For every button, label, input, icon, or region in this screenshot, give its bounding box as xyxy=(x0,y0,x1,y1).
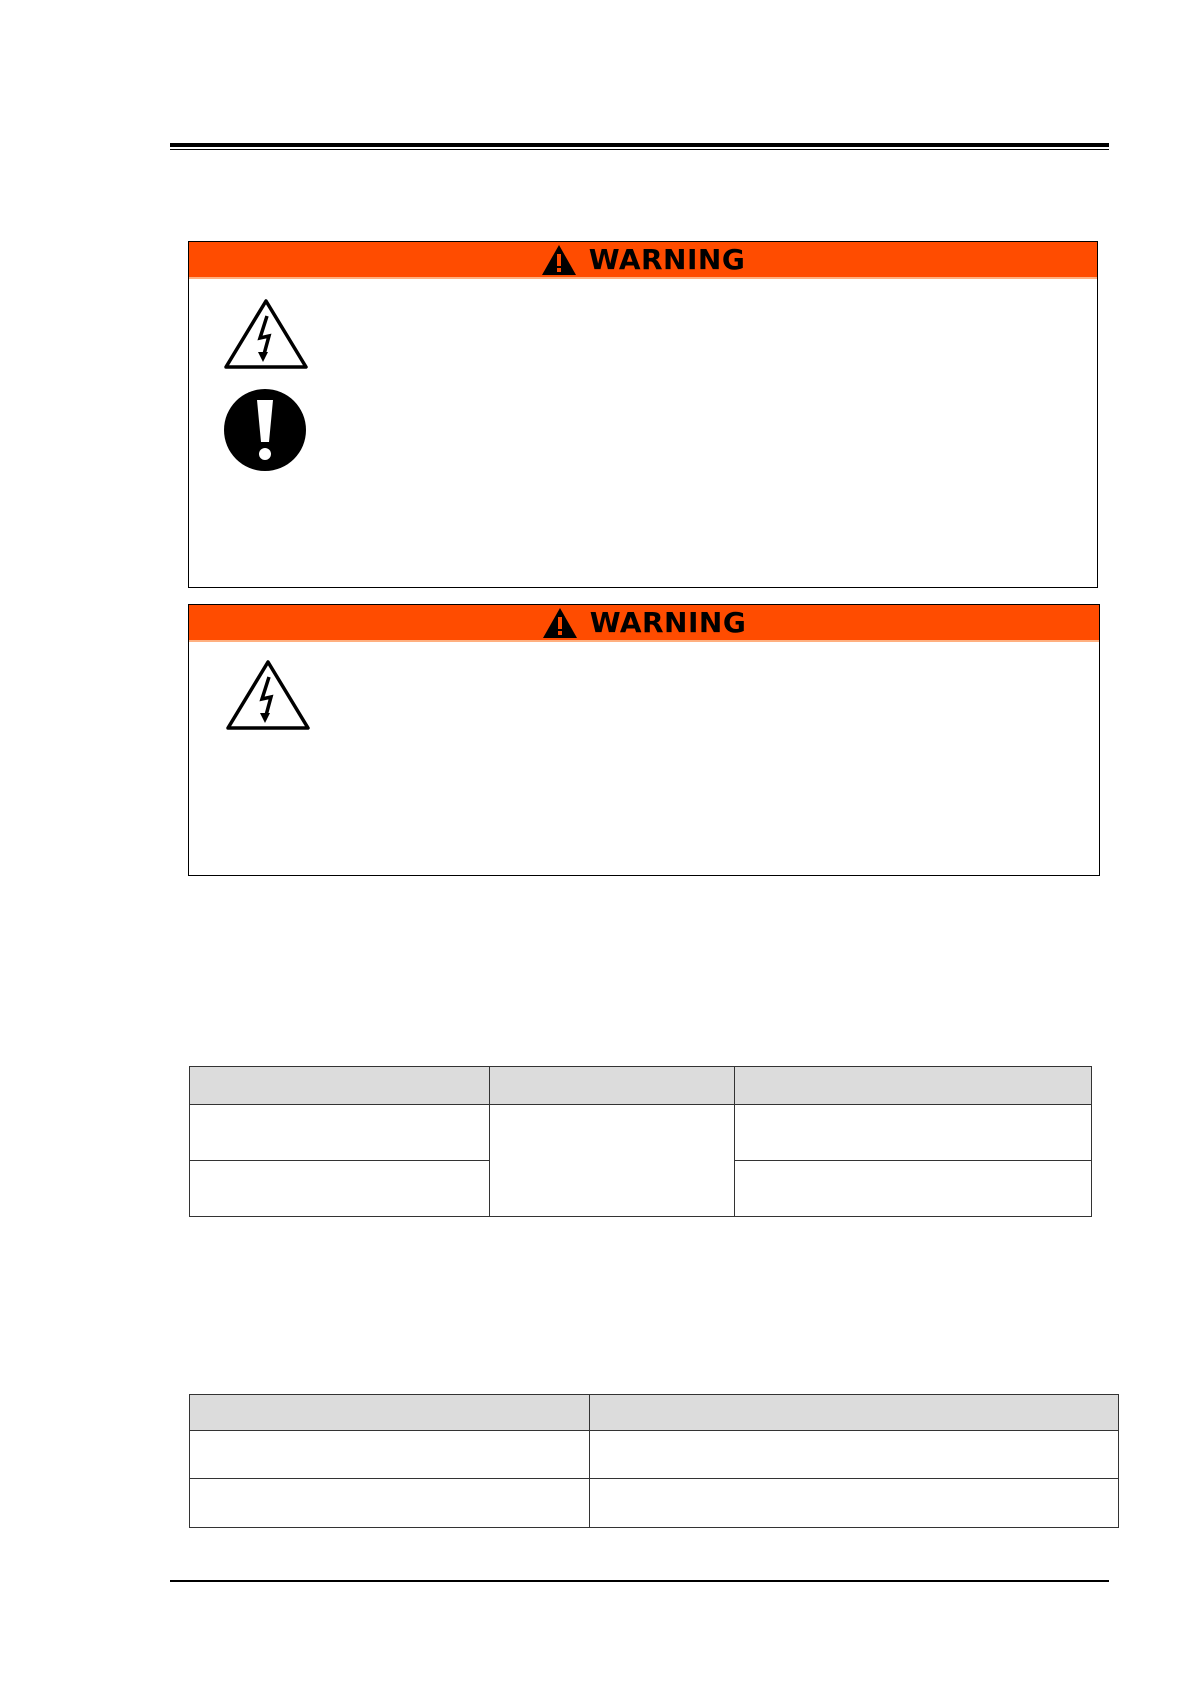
table-row xyxy=(190,1431,1119,1479)
table-header-row xyxy=(190,1395,1119,1431)
table-header-cell xyxy=(589,1395,1118,1431)
table-cell xyxy=(190,1431,590,1479)
header-rule xyxy=(170,143,1109,150)
warning-header xyxy=(189,242,1097,279)
table-cell xyxy=(589,1479,1118,1528)
table-cell-merged xyxy=(489,1105,734,1217)
warning-title: WARNING xyxy=(589,606,747,639)
table-header-cell xyxy=(734,1067,1091,1105)
mandatory-action-icon xyxy=(223,388,307,472)
warning-box-2 xyxy=(188,604,1100,876)
warning-title: WARNING xyxy=(588,243,746,276)
table-cell xyxy=(190,1161,490,1217)
table-cell xyxy=(734,1105,1091,1161)
table-header-cell xyxy=(489,1067,734,1105)
footer-rule xyxy=(170,1580,1109,1582)
warning-triangle-icon xyxy=(541,244,577,276)
table-row xyxy=(190,1479,1119,1528)
table-row xyxy=(190,1105,1092,1161)
electric-shock-icon xyxy=(223,298,309,370)
electric-shock-icon xyxy=(225,659,311,731)
table-header-cell xyxy=(190,1395,590,1431)
table-1 xyxy=(189,1066,1092,1217)
table-cell xyxy=(190,1105,490,1161)
table-cell xyxy=(734,1161,1091,1217)
warning-triangle-icon xyxy=(542,607,578,639)
warning-header xyxy=(189,605,1099,642)
table-cell xyxy=(190,1479,590,1528)
table-cell xyxy=(589,1431,1118,1479)
table-header-cell xyxy=(190,1067,490,1105)
warning-box-1 xyxy=(188,241,1098,588)
table-2 xyxy=(189,1394,1119,1528)
table-header-row xyxy=(190,1067,1092,1105)
